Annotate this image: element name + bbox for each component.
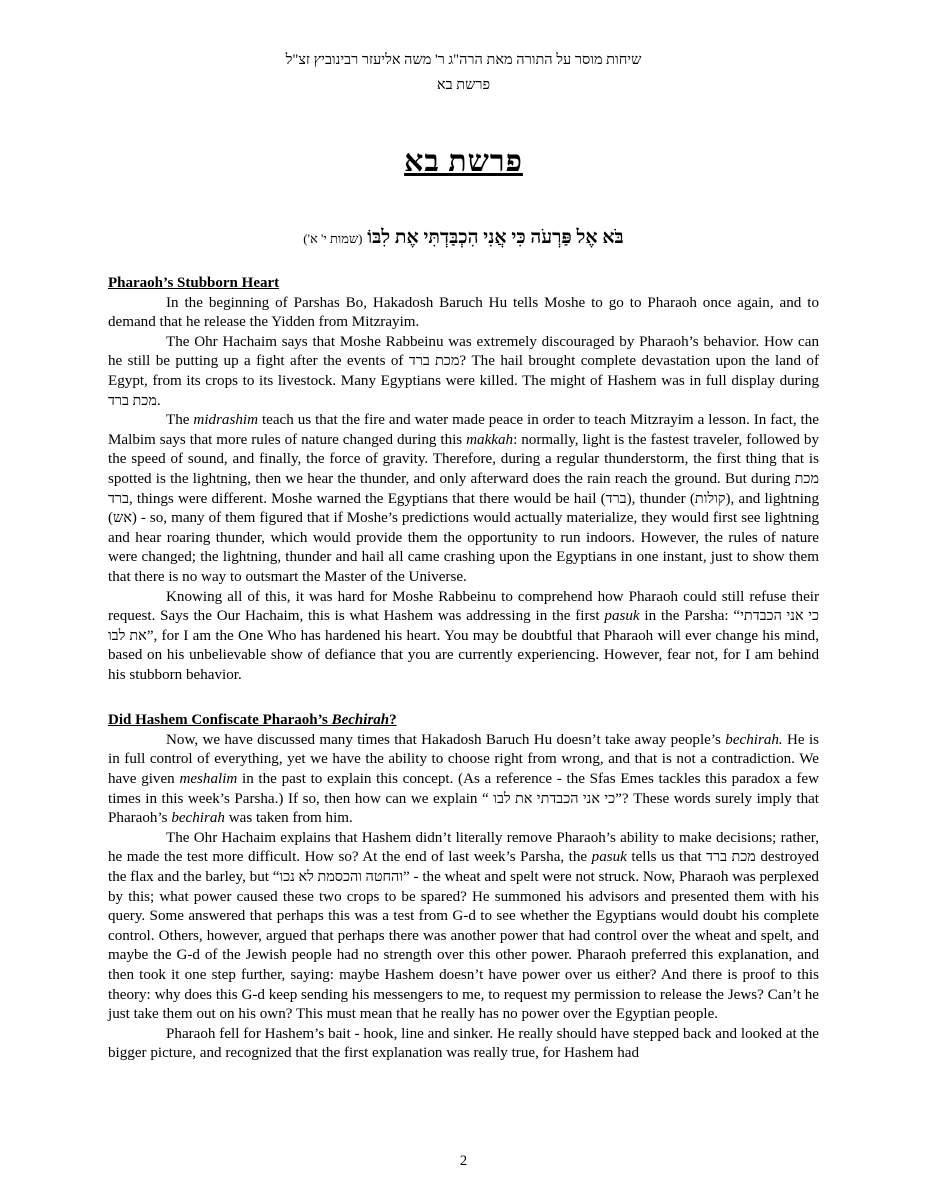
hebrew-text: מכת ברד	[706, 849, 756, 866]
text-run: , things were different. Moshe warned the Egyptians that there would be hail (	[128, 490, 606, 507]
document-body	[108, 275, 819, 1065]
text-run: He is in full control of everything, yet we have the ability to choose right from wrong, and that is not a contradiction. We have given	[108, 731, 820, 787]
pasuk-quote	[108, 227, 819, 249]
hebrew-text: מכת ברד	[408, 353, 460, 370]
hebrew-text: מכת ברד	[108, 392, 157, 409]
paragraph	[108, 333, 819, 411]
text-run: destroyed the flax and the barley, but “	[108, 849, 819, 885]
paragraph	[108, 294, 819, 333]
text-run: The	[166, 412, 194, 429]
italic-text: pasuk	[604, 608, 640, 625]
text-run: Pharaoh fell for Hashem’s bait - hook, line and sinker. He really should have stepped back and looked at the bigger picture, and recognized that the first explanation was really true, for Hashem had	[108, 1025, 819, 1062]
document-header-line-2: פרשת בא	[436, 76, 491, 93]
section-heading-part: Did Hashem Confiscate Pharaoh’s	[108, 711, 332, 728]
paragraph	[108, 829, 819, 1025]
italic-text: pasuk	[591, 849, 627, 866]
text-run: ), thunder (	[626, 490, 695, 507]
hebrew-text: כי אני הכבדתי את לבו	[493, 790, 616, 807]
italic-text: makkah	[466, 431, 514, 448]
text-run: Knowing all of this, it was hard for Moshe Rabbeinu to comprehend how Pharaoh could still refuse their request. Says the Our Hachaim, this is what Hashem was addressing in the first	[108, 588, 819, 625]
document-header-line-1: שיחות מוסר על התורה מאת הרה"ג ר' משה אליעזר רבינוביץ זצ"ל	[285, 52, 642, 68]
hebrew-text: מכת ברד	[108, 470, 819, 507]
section-heading-part: Bechirah	[331, 711, 390, 728]
page-number: 2	[459, 1153, 468, 1169]
section-heading-part: Pharaoh’s Stubborn Heart	[108, 274, 280, 291]
text-run: : normally, light is the fastest traveler, followed by the speed of sound, and finally, the force of gravity. Therefore, during a regular thunderstorm, the first thing that is spotted is the lightning, then we hear the thunder, and only afterward does the rain reach the ground. But during	[108, 431, 819, 487]
text-run: In the beginning of Parshas Bo, Hakadosh Baruch Hu tells Moshe to go to Pharaoh once again, and to demand that he release the Yidden from Mitzrayim.	[108, 294, 819, 331]
paragraph	[108, 1025, 819, 1064]
text-run: .	[156, 392, 161, 409]
text-run: ) - so, many of them figured that if Moshe’s predictions would actually materialize, they would first see lightning and hear roaring thunder, which would provide them the opportunity to run indoors. However, the rules of nature were changed; the lightning, thunder and hail all came crashing upon the Egyptians in one instant, just to show them that there is no way to outsmart the Master of the Universe.	[108, 510, 819, 586]
section-heading	[108, 712, 819, 729]
text-run: Now, we have discussed many times that Hakadosh Baruch Hu doesn’t take away people’s	[166, 731, 726, 748]
hebrew-text: כי אני הכבדתי את לבו	[108, 608, 819, 644]
section-heading	[108, 275, 819, 292]
text-run: ” - the wheat and spelt were not struck. Now, Pharaoh was perplexed by this; what power caused these two crops to be spared? He summoned his advisors and presented them with his query. Some answered that perhaps this was a test from G-d to see whether the Egyptians would doubt his complete control. Others, however, argued that perhaps there was another power that had control over the wheat and spelt, and maybe the G-d of the Jewish people had no strength over this other power. Pharaoh preferred this explanation, and then took it one step further, saying: maybe Hashem doesn’t have power over us either? And there is proof to this theory: why does this G-d keep sending his messengers to me, to request my permission to release the Jews? Can’t he just take them out on his own? This must mean that he really has no power over the Egyptian people.	[108, 868, 819, 1023]
paragraph	[108, 588, 819, 686]
text-run: in the past to explain this concept. (As a reference - the Sfas Emes tackles this paradox a few times in this week’s Parsha.) If so, then how can we explain “	[108, 770, 820, 807]
page-title: פרשת בא	[404, 144, 523, 178]
pasuk-text: בֹּא אֶל פַּרְעֹה כִּי אֲנִי הִכְבַּדְתִּי אֶת לִבּוֹ	[367, 226, 624, 248]
text-run: tells us that	[626, 849, 707, 866]
italic-text: bechirah.	[725, 731, 783, 748]
hebrew-text: אש	[113, 510, 132, 527]
text-run: ? The hail brought complete devastation upon the land of Egypt, from its crops to its livestock. Many Egyptians were killed. The might of Hashem was in full display during	[108, 353, 819, 389]
hebrew-text: קולות	[694, 490, 726, 507]
text-run: ”? These words surely imply that Pharaoh’s	[108, 790, 820, 827]
hebrew-text: והחטה והכסמת לא נכו	[279, 868, 404, 885]
text-run: in the Parsha: “	[639, 608, 741, 625]
paragraph	[108, 411, 819, 587]
hebrew-text: ברד	[605, 490, 627, 507]
text-run: was taken from him.	[224, 810, 353, 827]
text-run: ”, for I am the One Who has hardened his heart. You may be doubtful that Pharaoh will ever change his mind, based on his unbelievable show of defiance that you are currently experiencing. However, fear not, for I am behind his stubborn behavior.	[108, 627, 820, 684]
text-run: ), and lightning (	[108, 490, 819, 527]
italic-text: meshalim	[179, 770, 238, 787]
pasuk-source: (שמות י' א')	[303, 230, 363, 246]
text-run: The Ohr Hachaim says that Moshe Rabbeinu was extremely discouraged by Pharaoh’s behavior. How can he still be putting up a fight after the events of	[108, 333, 819, 370]
section-heading-part: ?	[389, 711, 397, 728]
italic-text: midrashim	[193, 412, 258, 429]
paragraph	[108, 731, 819, 829]
text-run: teach us that the fire and water made peace in order to teach Mitzrayim a lesson. In fact, the Malbim says that more rules of nature changed during this	[108, 412, 819, 448]
text-run: The Ohr Hachaim explains that Hashem didn’t literally remove Pharaoh’s ability to make decisions; rather, he made the test more difficult. How so? At the end of last week’s Parsha, the	[108, 829, 819, 866]
italic-text: bechirah	[171, 810, 225, 827]
